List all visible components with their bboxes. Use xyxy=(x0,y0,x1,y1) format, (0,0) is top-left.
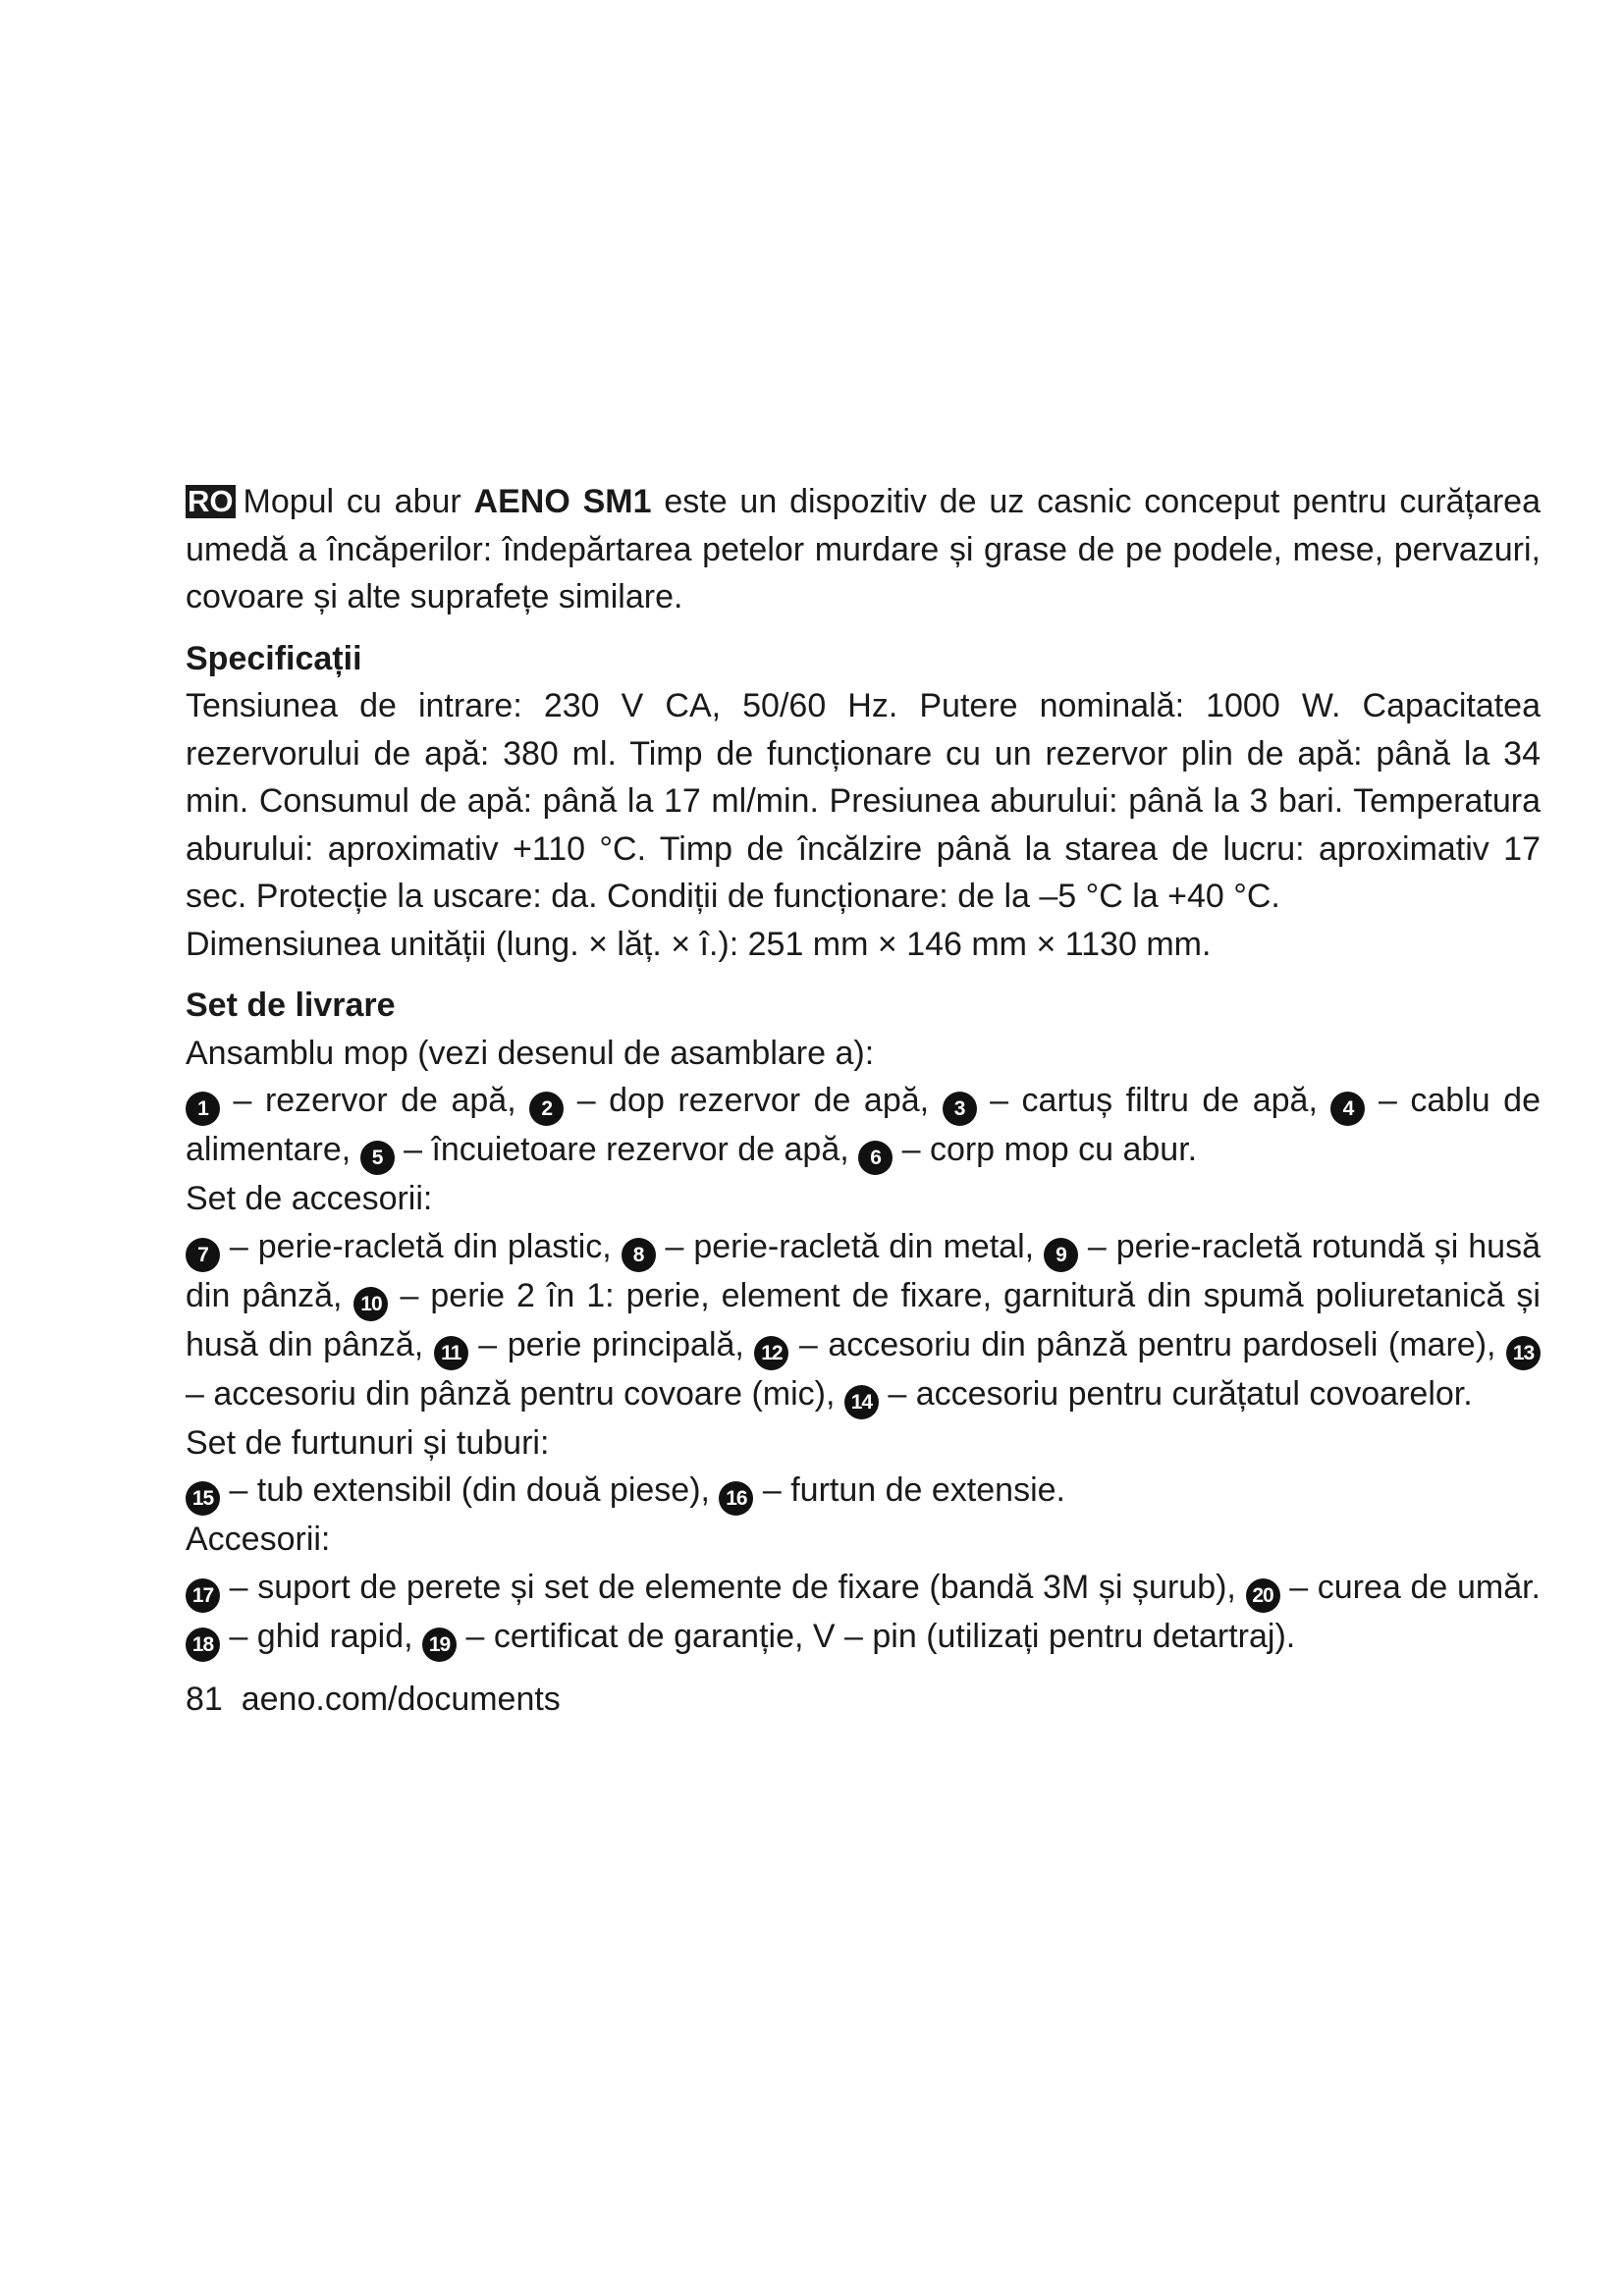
item-text: – perie 2 în 1: perie, element de fixare, garnitură din spumă poliuretanică și husă din pânză, xyxy=(186,1276,1541,1363)
item-number-badge: 1 xyxy=(186,1092,220,1126)
specs-dimensions: Dimensiunea unității (lung. × lăț. × î.): 251 mm × 146 mm × 1130 mm. xyxy=(186,925,1212,963)
specs-heading: Specificații xyxy=(186,639,362,677)
item-text: – accesoriu din pânză pentru pardoseli (mare), xyxy=(788,1325,1506,1363)
item-text: – perie-racletă din metal, xyxy=(655,1227,1044,1265)
item-number-badge: 8 xyxy=(622,1238,656,1272)
item-text: – suport de perete și set de elemente de fixare (bandă 3M și șurub), xyxy=(220,1568,1246,1606)
item-text: – accesoriu pentru curățatul covoarelor. xyxy=(878,1374,1473,1413)
item-number-badge: 13 xyxy=(1506,1336,1541,1370)
item-number-badge: 9 xyxy=(1044,1238,1078,1272)
extras-label: Accesorii: xyxy=(186,1521,331,1558)
item-text: – cablu de alimentare, xyxy=(186,1082,1541,1168)
item-number-badge: 12 xyxy=(754,1336,788,1370)
item-text: – furtun de extensie. xyxy=(753,1471,1065,1509)
hoses-list xyxy=(186,1467,1541,1516)
item-text: – cartuș filtru de apă, xyxy=(976,1082,1331,1119)
item-number-badge: 15 xyxy=(186,1481,220,1516)
item-number-badge: 10 xyxy=(353,1287,388,1321)
item-number-badge: 6 xyxy=(858,1141,893,1175)
item-number-badge: 16 xyxy=(719,1481,753,1516)
item-text: – ghid rapid, xyxy=(220,1617,423,1655)
item-text: – încuietoare rezervor de apă, xyxy=(394,1131,859,1168)
item-number-badge: 14 xyxy=(844,1385,879,1419)
item-text: – curea de umăr. xyxy=(1279,1568,1541,1606)
product-name: AENO SM1 xyxy=(473,483,652,520)
language-badge: RO xyxy=(188,484,234,518)
item-number-badge: 20 xyxy=(1246,1578,1280,1613)
item-text: – corp mop cu abur. xyxy=(893,1131,1198,1168)
item-number-badge: 4 xyxy=(1330,1092,1365,1126)
extras-list xyxy=(186,1564,1541,1662)
item-text: – tub extensibil (din două piese), xyxy=(220,1471,720,1509)
item-number-badge: 3 xyxy=(943,1092,977,1126)
footer-url[interactable]: aeno.com/documents xyxy=(241,1680,561,1718)
assembly-label: Ansamblu mop (vezi desenul de asamblare a): xyxy=(186,1034,875,1072)
intro-paragraph: RO Mopul cu abur AENO SM1 este un dispozitiv de uz casnic conceput pentru curățarea umedă a încăperilor: îndepărtarea petelor murdare și grase de pe podele, mese, pervazuri, covoare și alte suprafețe similare. xyxy=(186,483,1541,615)
item-text: – certificat de garanție, V – pin (utilizați pentru detartraj). xyxy=(457,1617,1296,1655)
item-number-badge: 11 xyxy=(434,1336,468,1370)
assembly-list xyxy=(186,1077,1541,1175)
item-text: – perie-racletă rotundă și husă din pânză, xyxy=(186,1227,1541,1314)
delivery-heading: Set de livrare xyxy=(186,987,396,1024)
page-footer xyxy=(186,1676,1541,1724)
item-number-badge: 5 xyxy=(360,1141,395,1175)
specs-text: Tensiunea de intrare: 230 V CA, 50/60 Hz. Putere nominală: 1000 W. Capacitatea rezervorului de apă: 380 ml. Timp de funcționare cu un rezervor plin de apă: până la 34 min. Consumul de apă: până la 17 ml/min. Presiunea aburului: până la 3 bari. Temperatura aburului: aproximativ +110 °C. Timp de încălzire până la starea de lucru: aproximativ 17 sec. Protecție la uscare: da. Condiții de funcționare: de la –5 °C la +40 °C. xyxy=(186,687,1541,915)
item-text: – perie-racletă din plastic, xyxy=(220,1227,622,1265)
item-number-badge: 19 xyxy=(422,1628,457,1662)
page-number: 81 xyxy=(186,1680,223,1718)
item-number-badge: 2 xyxy=(529,1092,564,1126)
item-text: – accesoriu din pânză pentru covoare (mic), xyxy=(186,1374,844,1413)
hoses-label: Set de furtunuri și tuburi: xyxy=(186,1423,550,1462)
item-text: – rezervor de apă, xyxy=(220,1082,530,1119)
item-number-badge: 7 xyxy=(186,1238,220,1272)
item-number-badge: 18 xyxy=(186,1628,220,1662)
accessories-list xyxy=(186,1223,1541,1419)
accessories-label: Set de accesorii: xyxy=(186,1180,433,1217)
item-text: – dop rezervor de apă, xyxy=(564,1082,943,1119)
item-number-badge: 17 xyxy=(186,1578,220,1613)
document-page xyxy=(186,478,1541,1723)
item-text: – perie principală, xyxy=(467,1325,755,1363)
